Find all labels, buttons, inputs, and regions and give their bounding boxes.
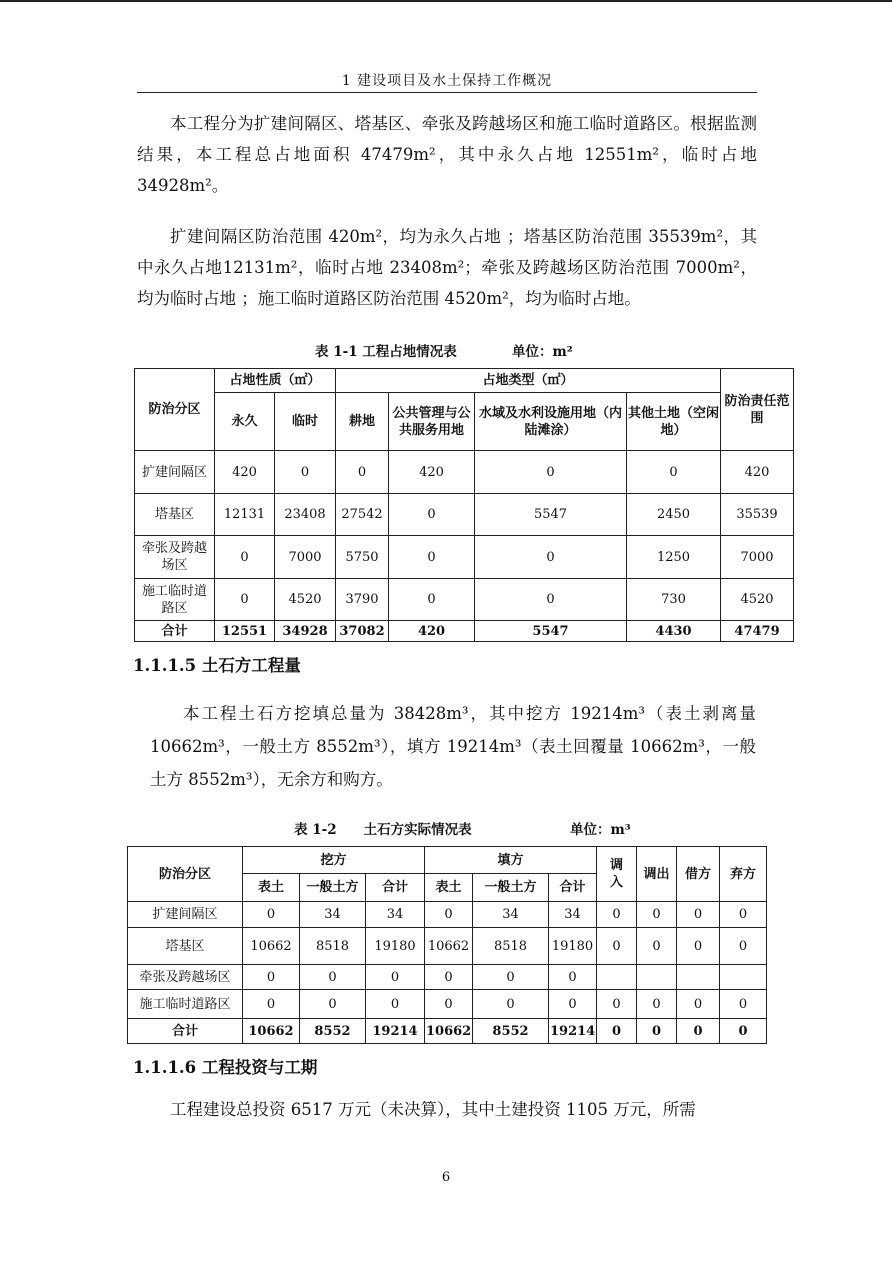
table-row — [135, 494, 794, 536]
t1-cell: 4520 — [275, 579, 336, 621]
t2-cell: 合计 — [128, 1019, 243, 1044]
t2-header-out: 调出 — [637, 847, 677, 902]
t2-cell: 0 — [637, 902, 677, 928]
table-row — [135, 579, 794, 621]
t1-cell: 0 — [475, 579, 627, 621]
table-total-row — [135, 621, 794, 642]
section-heading-earthwork: 1.1.1.5 土石方工程量 — [133, 656, 301, 675]
t2-header-fill-general: 一般土方 — [473, 874, 549, 902]
paragraph-land-overview: 本工程分为扩建间隔区、塔基区、牵张及跨越场区和施工临时道路区。根据监测结果，本工程总占地面积 47479m²，其中永久占地 12551m²，临时占地34928m²。 — [137, 114, 757, 195]
t2-cell: 0 — [366, 965, 425, 990]
t2-cell: 34 — [473, 902, 549, 928]
t1-cell: 7000 — [721, 536, 794, 579]
t2-cell: 0 — [720, 928, 767, 965]
t1-cell: 12551 — [215, 621, 275, 642]
t1-cell: 0 — [215, 579, 275, 621]
t2-cell — [597, 965, 637, 990]
t2-cell: 0 — [597, 928, 637, 965]
t1-cell: 5547 — [475, 621, 627, 642]
paragraph-earthwork: 本工程土石方挖填总量为 38428m³，其中挖方 19214m³（表土剥离量10662m³，一般土方 8552m³），填方 19214m³（表土回覆量 10662m³，一般土方 8552m³），无余方和购方。 — [150, 704, 756, 789]
t1-cell: 23408 — [275, 494, 336, 536]
t2-cell: 0 — [243, 990, 300, 1019]
t1-cell: 27542 — [336, 494, 389, 536]
page-top-border — [0, 0, 892, 2]
t1-header-resp: 防治责任范围 — [721, 369, 794, 451]
t2-cell: 19214 — [549, 1019, 597, 1044]
t1-cell: 扩建间隔区 — [135, 451, 215, 494]
t1-cell: 合计 — [135, 621, 215, 642]
t2-cell: 0 — [720, 1019, 767, 1044]
t2-header-waste: 弃方 — [720, 847, 767, 902]
t1-header-other: 其他土地（空闲地） — [627, 393, 721, 451]
t2-cell: 0 — [597, 1019, 637, 1044]
t1-header-public: 公共管理与公 共服务用地 — [389, 393, 475, 451]
t2-cell: 0 — [473, 990, 549, 1019]
t1-cell: 0 — [336, 451, 389, 494]
t1-header-farm: 耕地 — [336, 393, 389, 451]
t2-cell: 8518 — [300, 928, 366, 965]
t2-cell — [720, 965, 767, 990]
t2-header-cut-general: 一般土方 — [300, 874, 366, 902]
t2-header-cut-topsoil: 表土 — [243, 874, 300, 902]
t2-cell: 10662 — [425, 1019, 473, 1044]
land-occupation-table — [134, 368, 794, 642]
t2-header-cut-subtotal: 合计 — [366, 874, 425, 902]
t1-cell: 4520 — [721, 579, 794, 621]
t1-header-water: 水域及水利设施用地（内陆滩涂） — [475, 393, 627, 451]
t2-cell: 8552 — [300, 1019, 366, 1044]
t2-cell: 10662 — [243, 928, 300, 965]
t1-cell: 0 — [627, 451, 721, 494]
t1-cell: 施工临时道路区 — [135, 579, 215, 621]
t2-header-cut: 挖方 — [243, 847, 425, 874]
t2-cell: 19180 — [549, 928, 597, 965]
t1-cell: 0 — [215, 536, 275, 579]
t2-cell — [637, 965, 677, 990]
t1-header-temp: 临时 — [275, 393, 336, 451]
t2-cell: 10662 — [425, 928, 473, 965]
t2-cell: 0 — [549, 990, 597, 1019]
paragraph-investment: 工程建设总投资 6517 万元（未决算），其中土建投资 1105 万元，所需 — [170, 1100, 696, 1119]
t2-cell: 0 — [597, 902, 637, 928]
table2-unit: 单位：m³ — [570, 822, 631, 838]
table-total-row — [128, 1019, 767, 1044]
t2-cell — [677, 965, 720, 990]
t2-cell: 34 — [549, 902, 597, 928]
table-row — [128, 902, 767, 928]
table-row — [135, 451, 794, 494]
running-header: 1 建设项目及水土保持工作概况 — [341, 73, 553, 89]
t2-cell: 19214 — [366, 1019, 425, 1044]
t1-cell: 5750 — [336, 536, 389, 579]
t1-cell: 0 — [475, 451, 627, 494]
t2-header-borrow: 借方 — [677, 847, 720, 902]
t2-cell: 8552 — [473, 1019, 549, 1044]
t2-cell: 10662 — [243, 1019, 300, 1044]
t2-cell: 施工临时道路区 — [128, 990, 243, 1019]
t2-cell: 0 — [425, 965, 473, 990]
t2-cell: 扩建间隔区 — [128, 902, 243, 928]
table1-caption: 表 1-1 工程占地情况表 — [315, 344, 457, 360]
t2-cell: 0 — [637, 990, 677, 1019]
t2-cell: 塔基区 — [128, 928, 243, 965]
t2-cell: 8518 — [473, 928, 549, 965]
t2-header-fill: 填方 — [425, 847, 597, 874]
t1-header-type: 占地类型（㎡） — [336, 369, 721, 393]
t1-cell: 420 — [215, 451, 275, 494]
t1-cell: 7000 — [275, 536, 336, 579]
t2-cell: 0 — [366, 990, 425, 1019]
t1-cell: 420 — [389, 451, 475, 494]
t1-cell: 2450 — [627, 494, 721, 536]
header-rule — [137, 92, 757, 93]
t2-cell: 0 — [425, 902, 473, 928]
t2-cell: 34 — [300, 902, 366, 928]
t1-cell: 0 — [389, 536, 475, 579]
t2-cell: 0 — [597, 990, 637, 1019]
t1-cell: 730 — [627, 579, 721, 621]
t2-cell: 0 — [720, 990, 767, 1019]
t1-cell: 塔基区 — [135, 494, 215, 536]
table2-caption: 表 1-2 土石方实际情况表 — [294, 822, 472, 838]
t1-cell: 37082 — [336, 621, 389, 642]
t1-header-zone: 防治分区 — [135, 369, 215, 451]
t1-cell: 牵张及跨越场区 — [135, 536, 215, 579]
t2-cell: 牵张及跨越场区 — [128, 965, 243, 990]
t1-cell: 35539 — [721, 494, 794, 536]
t1-cell: 420 — [721, 451, 794, 494]
section-heading-investment: 1.1.1.6 工程投资与工期 — [133, 1058, 318, 1077]
table-row — [128, 965, 767, 990]
t2-cell: 0 — [300, 990, 366, 1019]
t2-cell: 0 — [425, 990, 473, 1019]
t2-cell: 0 — [677, 1019, 720, 1044]
t2-cell: 0 — [473, 965, 549, 990]
t2-cell: 0 — [243, 902, 300, 928]
t2-cell: 19180 — [366, 928, 425, 965]
table-row — [128, 990, 767, 1019]
table-row — [135, 536, 794, 579]
t2-cell: 0 — [637, 928, 677, 965]
t1-cell: 47479 — [721, 621, 794, 642]
t2-cell: 0 — [720, 902, 767, 928]
t1-cell: 4430 — [627, 621, 721, 642]
t2-cell: 0 — [549, 965, 597, 990]
t1-cell: 5547 — [475, 494, 627, 536]
t2-header-fill-topsoil: 表土 — [425, 874, 473, 902]
t2-header-zone: 防治分区 — [128, 847, 243, 902]
t1-cell: 0 — [389, 579, 475, 621]
t2-cell: 0 — [677, 990, 720, 1019]
t1-cell: 0 — [389, 494, 475, 536]
paragraph-prevention-scope: 扩建间隔区防治范围 420m²，均为永久占地 ；塔基区防治范围 35539m²，其中永久占地12131m²，临时占地 23408m²；牵张及跨越场区防治范围 7000m²，均为临时占地 ；施工临时道路区防治范围 4520m²，均为临时占地。 — [137, 227, 757, 308]
earthwork-table — [127, 846, 767, 1044]
t1-cell: 0 — [275, 451, 336, 494]
t1-cell: 1250 — [627, 536, 721, 579]
t1-cell: 420 — [389, 621, 475, 642]
t2-cell: 34 — [366, 902, 425, 928]
table1-unit: 单位：m² — [512, 344, 573, 360]
t1-cell: 0 — [475, 536, 627, 579]
t2-cell: 0 — [300, 965, 366, 990]
t2-header-fill-subtotal: 合计 — [549, 874, 597, 902]
t2-cell: 0 — [243, 965, 300, 990]
t2-cell: 0 — [677, 902, 720, 928]
t1-cell: 12131 — [215, 494, 275, 536]
page-number: 6 — [441, 1170, 451, 1185]
t1-header-nature: 占地性质（㎡） — [215, 369, 336, 393]
t2-cell: 0 — [637, 1019, 677, 1044]
t2-header-in: 调入 — [597, 847, 637, 902]
t1-cell: 3790 — [336, 579, 389, 621]
table-row — [128, 928, 767, 965]
t1-header-perm: 永久 — [215, 393, 275, 451]
t2-cell: 0 — [677, 928, 720, 965]
t1-cell: 34928 — [275, 621, 336, 642]
